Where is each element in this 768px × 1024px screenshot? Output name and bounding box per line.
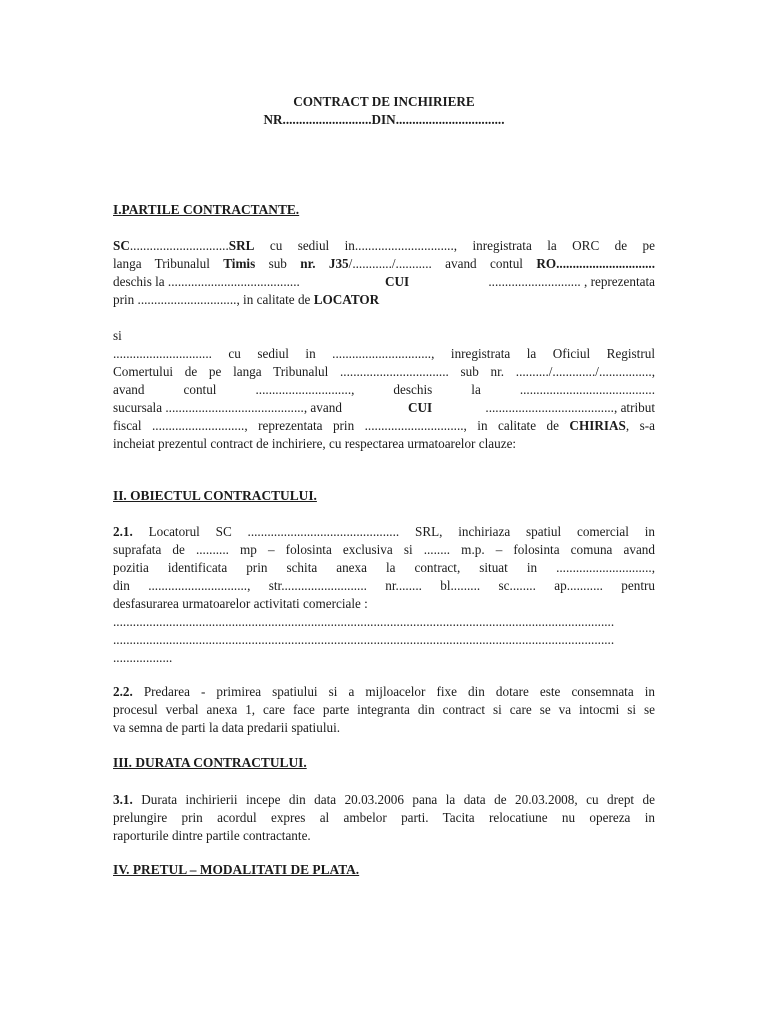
locator-line-1 <box>113 238 655 254</box>
clause-2-2-line-2: procesul verbal anexa 1, care face parte integranta din contract si care se va intocmi si se <box>113 702 655 717</box>
text-dots: .............................. <box>129 238 229 253</box>
text-cui: CUI <box>408 400 433 415</box>
text: ............................ , reprezentata <box>488 274 655 289</box>
text: sub <box>255 256 301 271</box>
text-j35: nr. J35 <box>300 256 349 271</box>
section-3-heading: III. DURATA CONTRACTULUI. <box>113 755 307 770</box>
chirias-line-5 <box>113 418 655 434</box>
text-ro: RO.............................. <box>536 256 655 271</box>
clause-2-1-line-4: din .............................., str.......................... nr........ bl......... sc........ ap........... pentru <box>113 578 655 593</box>
document-number-line: NR...........................DIN................................. <box>263 112 505 127</box>
text-locator: LOCATOR <box>313 292 380 307</box>
section-1-heading: I.PARTILE CONTRACTANTE. <box>113 202 300 217</box>
clause-number: 3.1. <box>113 792 133 807</box>
text-rest: cu sediul in.............................., inregistrata la ORC de pe <box>254 238 655 253</box>
clause-2-1-line-6: ........................................................................................................................................................ <box>113 614 615 629</box>
text: Predarea - primirea spatiului si a mijloacelor fixe din dotare este consemnata in <box>132 684 655 699</box>
clause-2-1-line-5: desfasurarea urmatoarelor activitati comerciale : <box>113 596 368 611</box>
text: sucursala .........................................., avand <box>113 400 342 415</box>
clause-2-2-line-3: va semna de parti la data predarii spatiului. <box>113 720 341 735</box>
clause-3-1-line-1 <box>113 792 655 808</box>
text: /............/........... avand contul <box>348 256 537 271</box>
text: Locatorul SC .............................................. SRL, inchiriaza spatiul comercial in <box>132 524 655 539</box>
chirias-line-3: avand contul ............................., deschis la ......................................... <box>113 382 655 397</box>
clause-2-2-line-1 <box>113 684 655 700</box>
clause-2-1-line-8: .................. <box>113 650 173 665</box>
text-cui: CUI <box>385 274 410 289</box>
chirias-line-2: Comertului de pe langa Tribunalul ................................. sub nr. ........../............./................, <box>113 364 655 379</box>
locator-line-4 <box>113 292 655 308</box>
text: ......................................., atribut <box>485 400 655 415</box>
clause-2-1-line-3: pozitia identificata prin schita anexa la contract, situat in ............................., <box>113 560 655 575</box>
text: Durata inchirierii incepe din data 20.03.2006 pana la data de 20.03.2008, cu drept de <box>132 792 655 807</box>
document-title: CONTRACT DE INCHIRIERE <box>293 94 475 109</box>
text: prin .............................., in calitate de <box>113 292 314 307</box>
text: deschis la ........................................ <box>113 274 300 289</box>
clause-3-1-line-2: prelungire prin acordul expres al ambelor parti. Tacita relocatiune nu opereza in <box>113 810 655 825</box>
chirias-line-1: .............................. cu sediul in .............................., inregistrata la Oficiul Registrul <box>113 346 655 361</box>
si-line: si <box>113 328 122 343</box>
text-sc: SC <box>113 238 130 253</box>
chirias-line-6: incheiat prezentul contract de inchiriere, cu respectarea urmatoarelor clauze: <box>113 436 517 451</box>
text: fiscal ............................, reprezentata prin .............................., in calitate de <box>113 418 559 433</box>
clause-number: 2.1. <box>113 524 133 539</box>
locator-line-2 <box>113 256 655 272</box>
text: langa Tribunalul <box>113 256 224 271</box>
clause-2-1-line-2: suprafata de .......... mp – folosinta exclusiva si ........ m.p. – folosinta comuna avand <box>113 542 655 557</box>
text-timis: Timis <box>223 256 256 271</box>
clause-number: 2.2. <box>113 684 133 699</box>
text: , s-a <box>625 418 655 433</box>
section-4-heading: IV. PRETUL – MODALITATI DE PLATA. <box>113 862 360 877</box>
text-chirias: CHIRIAS <box>569 418 626 433</box>
clause-2-1-line-1 <box>113 524 655 540</box>
clause-3-1-line-3: raporturile dintre partile contractante. <box>113 828 311 843</box>
text-srl: SRL <box>228 238 255 253</box>
clause-2-1-line-7: ........................................................................................................................................................ <box>113 632 615 647</box>
section-2-heading: II. OBIECTUL CONTRACTULUI. <box>113 488 317 503</box>
